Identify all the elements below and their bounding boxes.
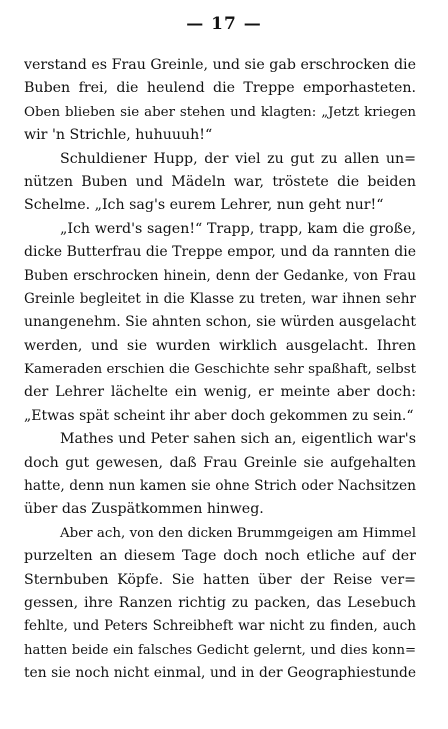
text-line: „Ich werd's sagen!“ Trapp, trapp, kam die große, [60, 220, 416, 237]
text-line: Kameraden erschien die Geschichte sehr spaßhaft, selbst [24, 362, 416, 378]
text-line: der Lehrer lächelte ein wenig, er meinte aber doch: [24, 384, 416, 401]
text-line: fehlte, und Peters Schreibheft war nicht zu finden, auch [24, 618, 416, 635]
text-line: purzelten an diesem Tage doch noch etliche auf der [24, 548, 416, 565]
text-line: dicke Butterfrau die Treppe empor, und da rannten die [24, 244, 416, 261]
text-line: nützen Buben und Mädeln war, tröstete die beiden [24, 173, 416, 190]
text-line: doch gut gewesen, daß Frau Greinle sie aufgehalten [24, 454, 416, 471]
text-line: „Etwas spät scheint ihr aber doch gekommen zu sein.“ [24, 407, 414, 424]
text-line: werden, und sie wurden wirklich ausgelacht. Ihren [24, 337, 416, 354]
text-line: Mathes und Peter sahen sich an, eigentlich war's [60, 431, 416, 448]
text-line: unangenehm. Sie ahnten schon, sie würden ausgelacht [24, 314, 416, 331]
text-line: Aber ach, von den dicken Brummgeigen am Himmel [60, 525, 416, 541]
text-line: verstand es Frau Greinle, und sie gab erschrocken die [24, 57, 416, 73]
text-line: Oben blieben sie aber stehen und klagten: „Jetzt kriegen [24, 104, 416, 120]
text-line: gessen, ihre Ranzen richtig zu packen, das Lesebuch [24, 594, 416, 611]
text-line: über das Zuspätkommen hinweg. [24, 501, 264, 518]
page-number: — 17 — [186, 14, 262, 34]
text-line: Buben frei, die heulend die Treppe emporhasteten. [24, 80, 416, 97]
text-line: hatte, denn nun kamen sie ohne Strich oder Nachsitzen [24, 478, 416, 495]
text-line: wir 'n Strichle, huhuuuh!“ [24, 127, 213, 144]
text-line: Schuldiener Hupp, der viel zu gut zu allen un= [60, 150, 416, 167]
body-text [24, 54, 416, 686]
text-line: Greinle begleitet in die Klasse zu treten, war ihnen sehr [24, 290, 416, 307]
text-line: Buben erschrocken hinein, denn der Gedanke, von Frau [24, 267, 416, 284]
text-line: Sternbuben Köpfe. Sie hatten über der Reise ver= [24, 571, 416, 588]
text-line: hatten beide ein falsches Gedicht gelernt, und dies konn= [24, 642, 416, 658]
text-line: ten sie noch nicht einmal, und in der Geographiestunde [24, 665, 416, 682]
text-line: Schelme. „Ich sag's eurem Lehrer, nun geht nur!“ [24, 197, 384, 214]
